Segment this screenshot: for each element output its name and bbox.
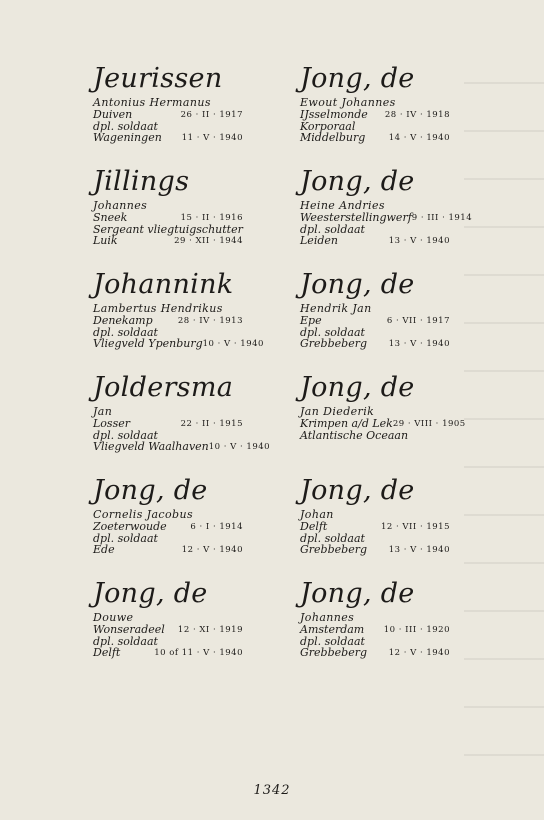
death-place: Leiden bbox=[300, 234, 338, 247]
surname: Jeurissen bbox=[93, 63, 223, 94]
surname: Jong, de bbox=[300, 578, 415, 609]
death-place: Grebbeberg bbox=[300, 337, 367, 350]
death-row bbox=[300, 430, 450, 442]
death-row bbox=[300, 132, 450, 144]
birth-place: Delft bbox=[300, 520, 328, 533]
death-date: 10 · V · 1940 bbox=[208, 442, 271, 452]
birth-date: 9 · III · 1914 bbox=[411, 213, 473, 223]
entry bbox=[93, 269, 264, 373]
given-names: Jan Diederik bbox=[300, 405, 375, 418]
birth-date: 28 · IV · 1918 bbox=[384, 110, 450, 120]
given-names: Douwe bbox=[93, 611, 134, 624]
birth-place: Amsterdam bbox=[300, 623, 365, 636]
entry bbox=[93, 579, 243, 682]
death-row bbox=[93, 235, 243, 247]
entry bbox=[300, 64, 450, 167]
surname: Jong, de bbox=[300, 166, 415, 197]
death-date: 13 · V · 1940 bbox=[388, 545, 450, 555]
death-row bbox=[300, 544, 450, 556]
birth-place: Denekamp bbox=[93, 314, 153, 327]
right-column bbox=[300, 63, 473, 682]
bleed-through-shadow bbox=[464, 60, 544, 760]
surname: Jong, de bbox=[300, 475, 415, 506]
given-names: Johan bbox=[300, 508, 334, 521]
death-date: 13 · V · 1940 bbox=[388, 236, 450, 246]
surname: Jong, de bbox=[300, 269, 415, 300]
death-row bbox=[93, 647, 243, 659]
surname: Jong, de bbox=[300, 372, 415, 403]
death-place: Middelburg bbox=[300, 131, 366, 144]
birth-place: Duiven bbox=[93, 108, 133, 121]
birth-place: Sneek bbox=[93, 211, 128, 224]
death-place: Vliegveld Waalhaven bbox=[93, 440, 209, 453]
given-names: Johannes bbox=[93, 199, 148, 212]
rank: dpl. soldaat bbox=[93, 429, 158, 442]
death-date: 12 · V · 1940 bbox=[388, 648, 450, 658]
surname: Jong, de bbox=[300, 63, 415, 94]
birth-date: 10 · III · 1920 bbox=[383, 625, 450, 635]
birth-place: Epe bbox=[300, 314, 322, 327]
death-place: Delft bbox=[93, 646, 121, 659]
birth-date: 29 · VIII · 1905 bbox=[392, 419, 466, 429]
birth-date: 26 · II · 1917 bbox=[180, 110, 243, 120]
rank: dpl. soldaat bbox=[300, 532, 365, 545]
surname: Joldersma bbox=[93, 372, 234, 403]
rank: dpl. soldaat bbox=[93, 532, 158, 545]
birth-place: Wonseradeel bbox=[93, 623, 165, 636]
birth-date: 22 · II · 1915 bbox=[180, 419, 243, 429]
death-row bbox=[300, 338, 450, 350]
death-date: 13 · V · 1940 bbox=[388, 339, 450, 349]
entry bbox=[93, 64, 243, 167]
rank: dpl. soldaat bbox=[93, 120, 158, 133]
surname: Jong, de bbox=[93, 578, 208, 609]
death-place: Ede bbox=[93, 543, 115, 556]
rank: Sergeant vliegtuigschutter bbox=[93, 223, 243, 236]
birth-date: 15 · II · 1916 bbox=[180, 213, 243, 223]
death-place: Luik bbox=[93, 234, 118, 247]
entry bbox=[93, 372, 271, 476]
death-date: 14 · V · 1940 bbox=[388, 133, 450, 143]
death-date: 10 · V · 1940 bbox=[202, 339, 264, 349]
death-row bbox=[93, 440, 271, 453]
death-date: 11 · V · 1940 bbox=[181, 133, 243, 143]
death-place: Grebbeberg bbox=[300, 646, 367, 659]
death-date: 12 · V · 1940 bbox=[181, 545, 243, 555]
rank: Korporaal bbox=[300, 120, 356, 133]
birth-date: 6 · I · 1914 bbox=[190, 522, 243, 532]
rank: dpl. soldaat bbox=[300, 223, 365, 236]
entry bbox=[300, 166, 473, 270]
rank: dpl. soldaat bbox=[93, 326, 158, 339]
death-place: Grebbeberg bbox=[300, 543, 367, 556]
left-column bbox=[93, 63, 271, 682]
birth-date: 28 · IV · 1913 bbox=[177, 316, 243, 326]
death-date: 29 · XII · 1944 bbox=[174, 236, 243, 246]
death-row bbox=[93, 544, 243, 556]
given-names: Lambertus Hendrikus bbox=[93, 302, 223, 315]
surname: Jong, de bbox=[93, 475, 208, 506]
birth-date: 6 · VII · 1917 bbox=[386, 316, 450, 326]
birth-date: 12 · VII · 1915 bbox=[380, 522, 450, 532]
entry bbox=[300, 372, 466, 476]
entry bbox=[300, 476, 450, 579]
death-row bbox=[93, 337, 264, 350]
death-place: Vliegveld Ypenburg bbox=[93, 337, 203, 350]
given-names: Ewout Johannes bbox=[300, 96, 396, 109]
entry bbox=[300, 270, 450, 373]
page-number: 1342 bbox=[253, 783, 291, 798]
death-row bbox=[93, 132, 243, 144]
given-names: Cornelis Jacobus bbox=[93, 508, 193, 521]
rank: dpl. soldaat bbox=[93, 635, 158, 648]
given-names: Johannes bbox=[300, 611, 355, 624]
rank: dpl. soldaat bbox=[300, 635, 365, 648]
death-place: Atlantische Oceaan bbox=[300, 429, 409, 442]
death-row bbox=[300, 647, 450, 659]
rank: dpl. soldaat bbox=[300, 326, 365, 339]
entry bbox=[300, 579, 450, 682]
birth-place: Weesterstellingwerf bbox=[300, 211, 412, 224]
given-names: Jan bbox=[93, 405, 113, 418]
birth-place: Losser bbox=[93, 417, 130, 430]
entry bbox=[93, 476, 243, 579]
birth-place: IJsselmonde bbox=[300, 108, 368, 121]
given-names: Heine Andries bbox=[300, 199, 385, 212]
entry bbox=[93, 167, 243, 270]
surname: Jillings bbox=[93, 166, 190, 197]
birth-place: Zoeterwoude bbox=[93, 520, 167, 533]
given-names: Hendrik Jan bbox=[300, 302, 372, 315]
death-row bbox=[300, 235, 450, 247]
surname: Johannink bbox=[93, 269, 234, 300]
birth-place: Krimpen a/d Lek bbox=[300, 417, 393, 430]
given-names: Antonius Hermanus bbox=[93, 96, 211, 109]
death-place: Wageningen bbox=[93, 131, 162, 144]
birth-date: 12 · XI · 1919 bbox=[177, 625, 243, 635]
death-date: 10 of 11 · V · 1940 bbox=[154, 648, 243, 658]
